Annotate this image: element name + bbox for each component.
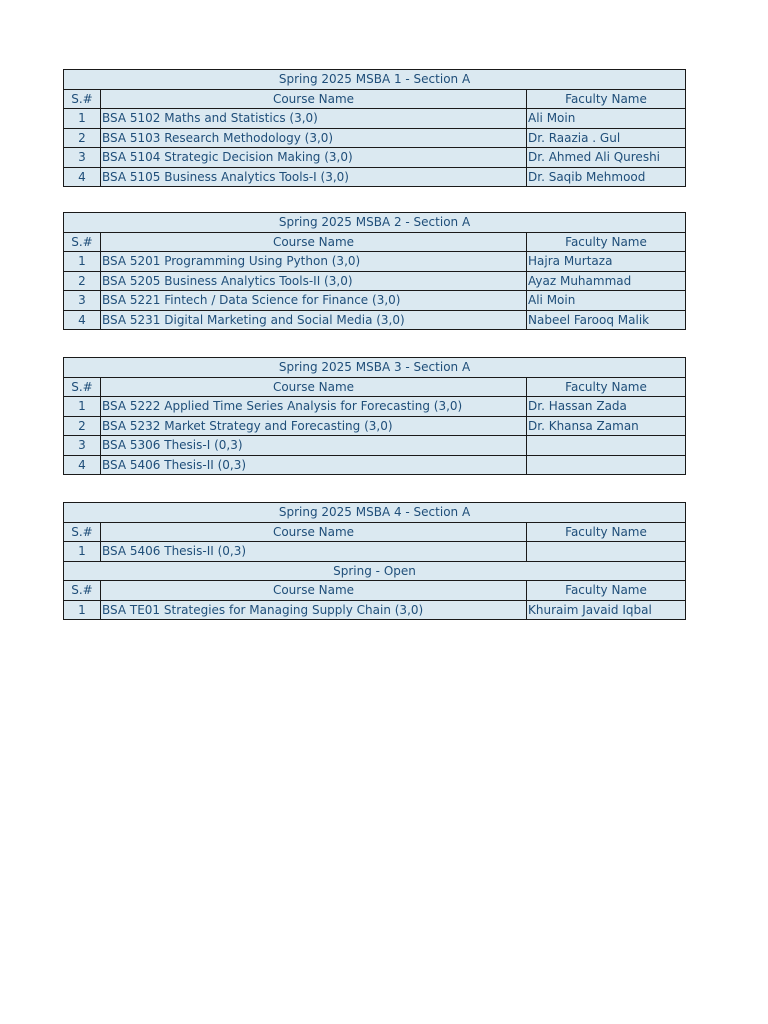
table-row [64,600,686,620]
course-name-header: Course Name [101,377,527,397]
sn-cell: 2 [64,271,101,291]
table-title-row [64,213,686,233]
table-row [64,542,686,562]
faculty-cell: Ali Moin [527,109,686,129]
faculty-name-header: Faculty Name [527,232,686,252]
sn-header: S.# [64,522,101,542]
course-name-header: Course Name [101,522,527,542]
sn-cell: 2 [64,416,101,436]
table-header-row [64,232,686,252]
table-title-row [64,70,686,90]
table-row [64,109,686,129]
table-row [64,397,686,417]
table-header-row [64,377,686,397]
table-title: Spring 2025 MSBA 2 - Section A [64,213,686,233]
faculty-cell: Hajra Murtaza [527,252,686,272]
course-cell: BSA 5104 Strategic Decision Making (3,0) [101,148,527,168]
course-name-header: Course Name [101,89,527,109]
table-header-row [64,89,686,109]
faculty-cell: Khuraim Javaid Iqbal [527,600,686,620]
table-title-row [64,503,686,523]
table-row [64,291,686,311]
sn-cell: 4 [64,310,101,330]
faculty-cell [527,436,686,456]
table-title-row [64,358,686,378]
table-row [64,128,686,148]
msba1-table [63,69,686,187]
table-header-row [64,581,686,601]
faculty-cell: Dr. Ahmed Ali Qureshi [527,148,686,168]
sn-header: S.# [64,232,101,252]
course-cell: BSA 5205 Business Analytics Tools-II (3,0) [101,271,527,291]
msba4-table [63,502,686,620]
faculty-cell: Ayaz Muhammad [527,271,686,291]
table-row [64,436,686,456]
sn-cell: 4 [64,455,101,475]
course-cell: BSA 5102 Maths and Statistics (3,0) [101,109,527,129]
course-name-header: Course Name [101,581,527,601]
course-cell: BSA 5201 Programming Using Python (3,0) [101,252,527,272]
course-cell: BSA 5105 Business Analytics Tools-I (3,0) [101,167,527,187]
table-row [64,148,686,168]
faculty-name-header: Faculty Name [527,89,686,109]
course-cell: BSA 5231 Digital Marketing and Social Media (3,0) [101,310,527,330]
msba3-table [63,357,686,475]
course-cell: BSA 5222 Applied Time Series Analysis for Forecasting (3,0) [101,397,527,417]
table-header-row [64,522,686,542]
faculty-cell: Nabeel Farooq Malik [527,310,686,330]
sn-cell: 3 [64,291,101,311]
open-section-title: Spring - Open [64,561,686,581]
table-title: Spring 2025 MSBA 1 - Section A [64,70,686,90]
table-row [64,271,686,291]
sn-cell: 1 [64,252,101,272]
sn-cell: 1 [64,397,101,417]
faculty-cell [527,455,686,475]
faculty-cell: Dr. Saqib Mehmood [527,167,686,187]
course-cell: BSA 5306 Thesis-I (0,3) [101,436,527,456]
table-row [64,252,686,272]
sn-cell: 1 [64,109,101,129]
sn-cell: 2 [64,128,101,148]
faculty-name-header: Faculty Name [527,581,686,601]
sn-header: S.# [64,89,101,109]
course-cell: BSA 5406 Thesis-II (0,3) [101,455,527,475]
course-cell: BSA 5103 Research Methodology (3,0) [101,128,527,148]
table-row [64,167,686,187]
faculty-cell: Dr. Khansa Zaman [527,416,686,436]
course-cell: BSA 5232 Market Strategy and Forecasting (3,0) [101,416,527,436]
faculty-cell [527,542,686,562]
sn-header: S.# [64,581,101,601]
sn-cell: 3 [64,148,101,168]
faculty-cell: Ali Moin [527,291,686,311]
faculty-name-header: Faculty Name [527,522,686,542]
course-name-header: Course Name [101,232,527,252]
msba2-table [63,212,686,330]
faculty-cell: Dr. Raazia . Gul [527,128,686,148]
table-row [64,455,686,475]
sn-cell: 4 [64,167,101,187]
table-row [64,416,686,436]
faculty-name-header: Faculty Name [527,377,686,397]
open-title-row [64,561,686,581]
faculty-cell: Dr. Hassan Zada [527,397,686,417]
table-title: Spring 2025 MSBA 4 - Section A [64,503,686,523]
sn-header: S.# [64,377,101,397]
course-cell: BSA 5221 Fintech / Data Science for Finance (3,0) [101,291,527,311]
sn-cell: 3 [64,436,101,456]
table-row [64,310,686,330]
sn-cell: 1 [64,542,101,562]
table-title: Spring 2025 MSBA 3 - Section A [64,358,686,378]
course-cell: BSA 5406 Thesis-II (0,3) [101,542,527,562]
sn-cell: 1 [64,600,101,620]
course-cell: BSA TE01 Strategies for Managing Supply Chain (3,0) [101,600,527,620]
